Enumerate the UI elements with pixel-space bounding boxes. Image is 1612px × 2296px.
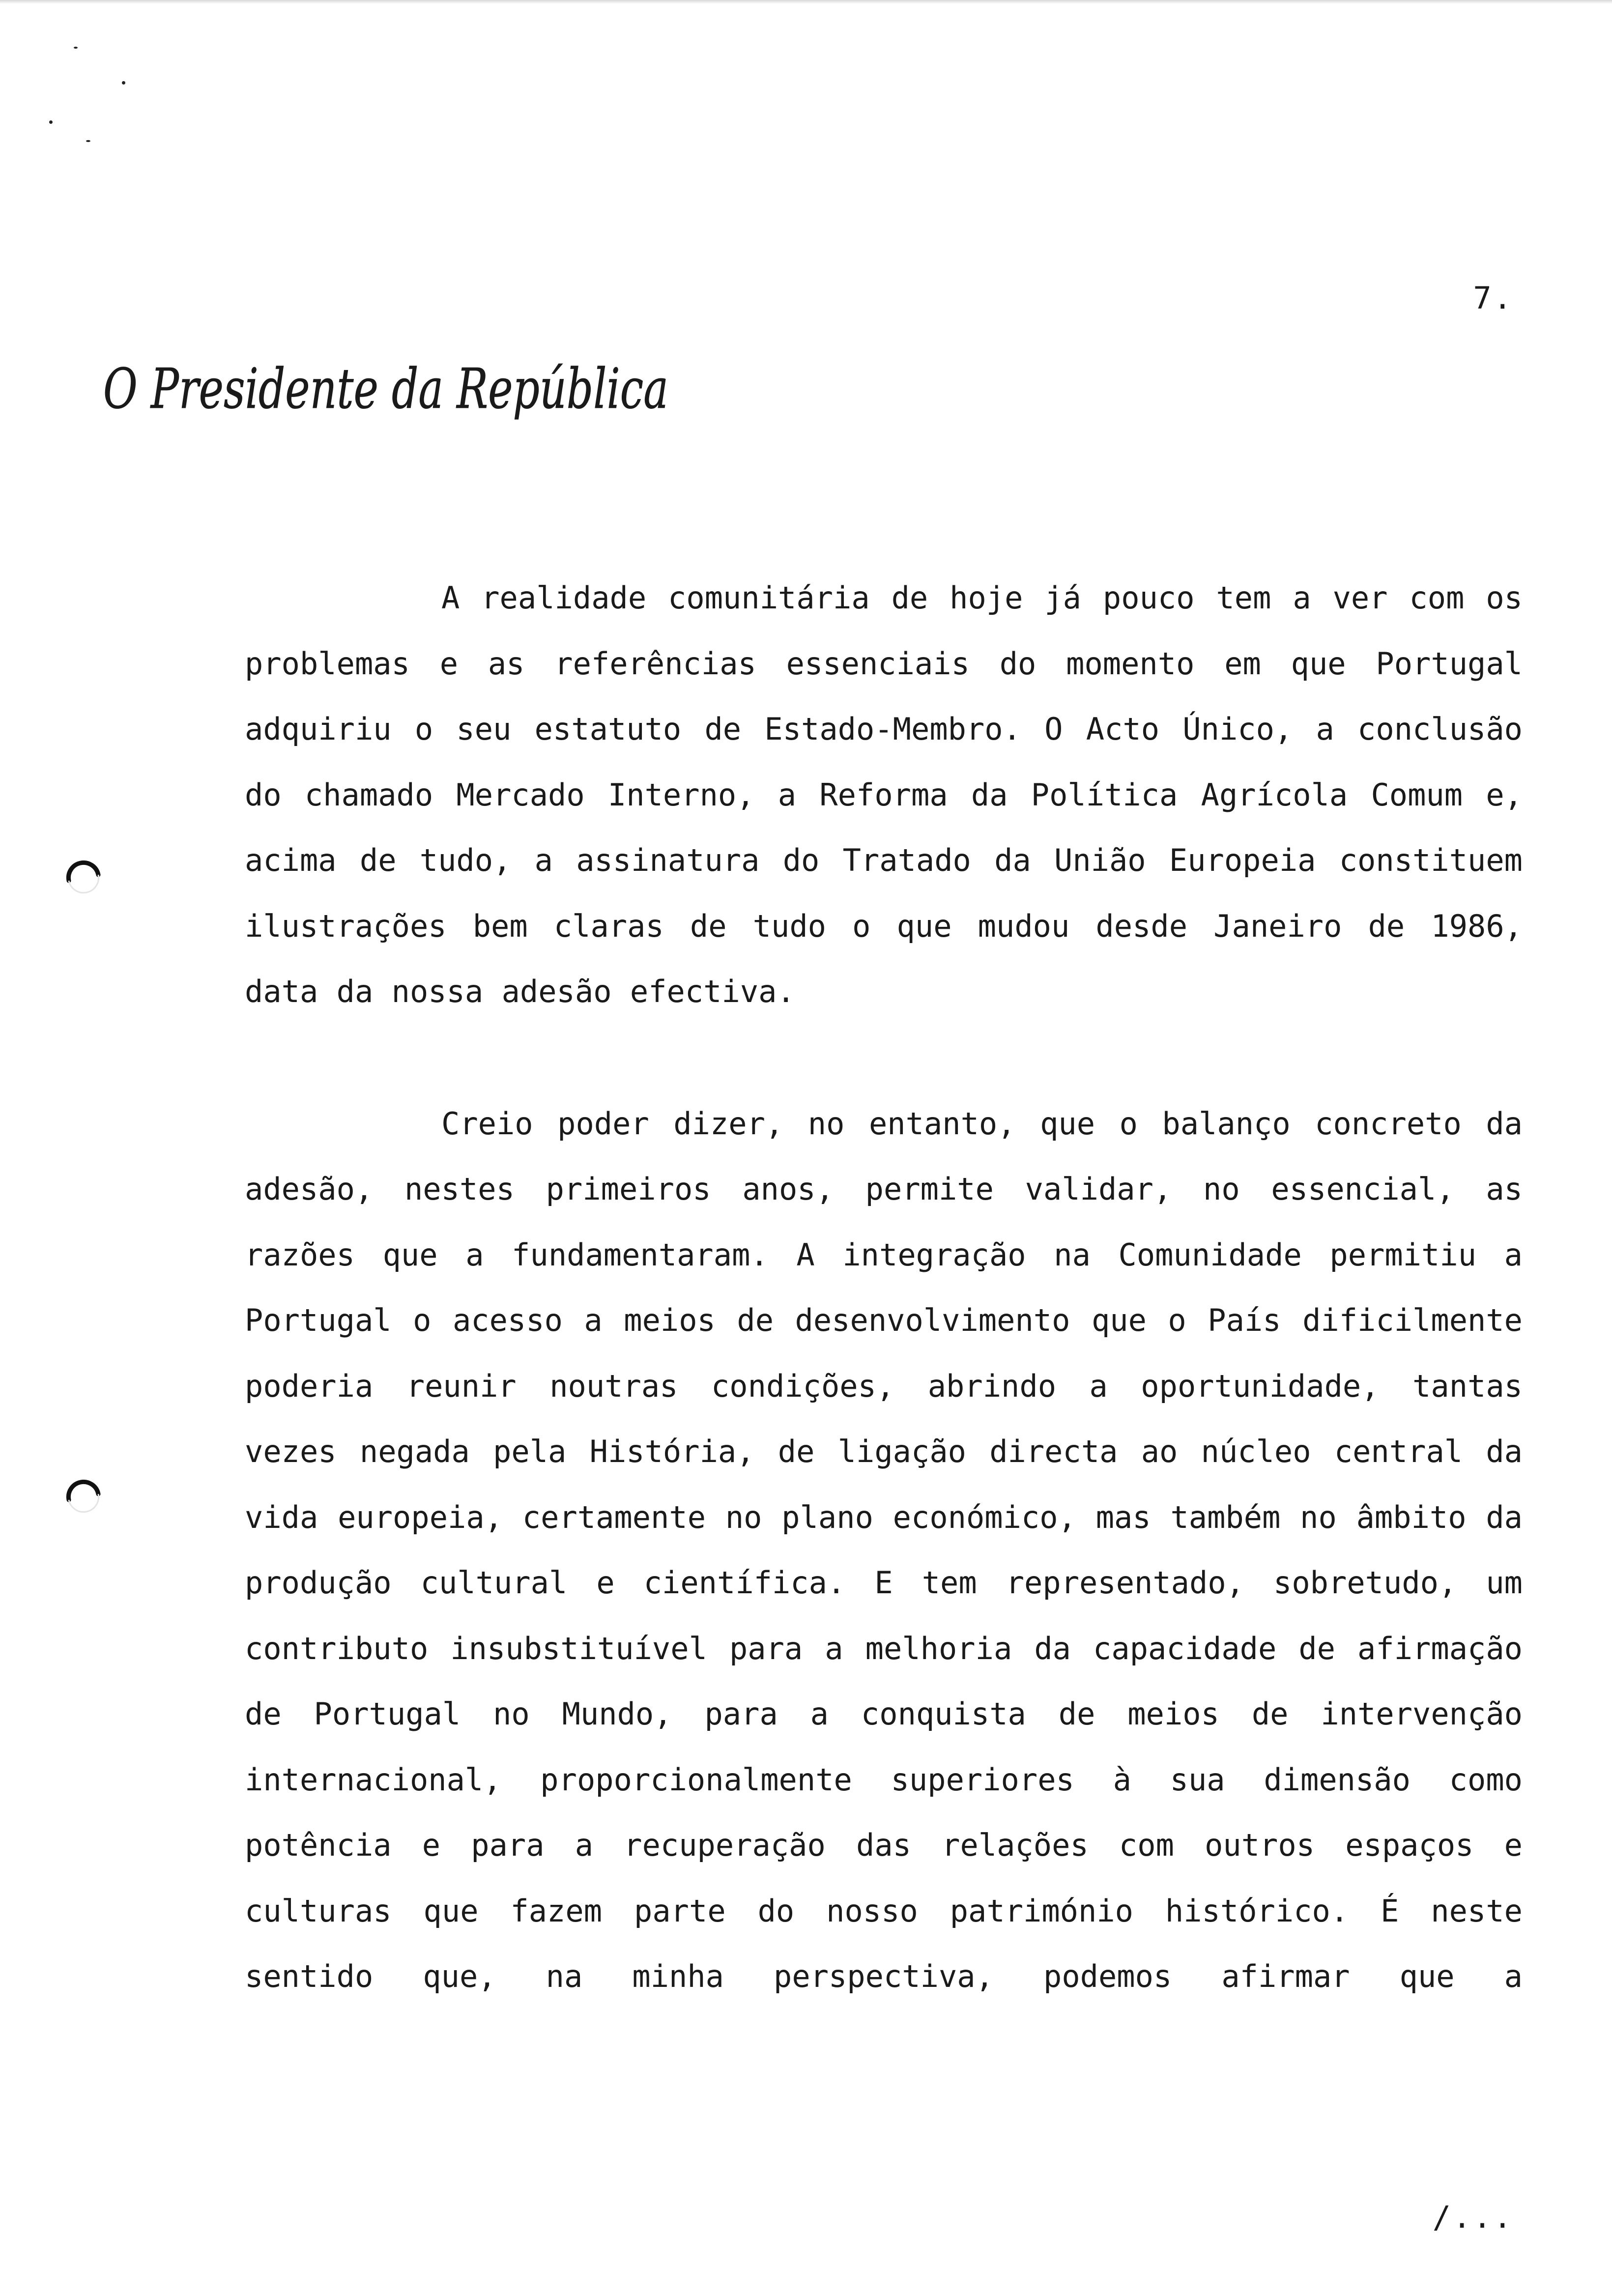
continuation-mark: /... bbox=[1432, 2199, 1514, 2235]
scan-speck bbox=[122, 81, 125, 85]
scan-speck bbox=[74, 47, 78, 49]
body-text bbox=[245, 565, 1523, 2009]
punch-hole bbox=[64, 1469, 103, 1509]
scan-speck bbox=[49, 120, 53, 124]
punch-hole bbox=[64, 850, 103, 890]
letterhead bbox=[98, 344, 688, 442]
paragraph bbox=[245, 1091, 1523, 2009]
paragraph bbox=[245, 565, 1523, 1025]
letterhead-text: O Presidente da República bbox=[103, 357, 668, 421]
scan-top-edge bbox=[0, 0, 1612, 4]
paragraph-text: A realidade comunitária de hoje já pouco tem a ver com os problemas e as referências essenciais do momento em que Portugal adquiriu o seu estatuto de Estado-Membro. O Acto Único, a conclusão do chamado Mercado Interno, a Reforma da Política Agrícola Comum e, acima de tudo, a assinatura do Tratado da União Europeia constituem ilustrações bem claras de tudo o que mudou desde Janeiro de 1986, data da nossa adesão efectiva. bbox=[245, 580, 1523, 1009]
paragraph-text: Creio poder dizer, no entanto, que o balanço concreto da adesão, nestes primeiros anos, permite validar, no essencial, as razões que a fundamentaram. A integração na Comunidade permitiu a Portugal o acesso a meios de desenvolvimento que o País dificilmente poderia reunir noutras condições, abrindo a oportunidade, tantas vezes negada pela História, de ligação directa ao núcleo central da vida europeia, certamente no plano económico, mas também no âmbito da produção cultural e científica. E tem representado, sobretudo, um contributo insubstituível para a melhoria da capacidade de afirmação de Portugal no Mundo, para a conquista de meios de intervenção internacional, proporcionalmente superiores à sua dimensão como potência e para a recuperação das relações com outros espaços e culturas que fazem parte do nosso património histórico. É neste sentido que, na minha perspectiva, podemos afirmar que a bbox=[245, 1105, 1523, 1994]
scan-speck bbox=[86, 140, 90, 142]
page-number: 7. bbox=[1473, 280, 1514, 316]
letterhead-calligraphy bbox=[98, 344, 688, 442]
